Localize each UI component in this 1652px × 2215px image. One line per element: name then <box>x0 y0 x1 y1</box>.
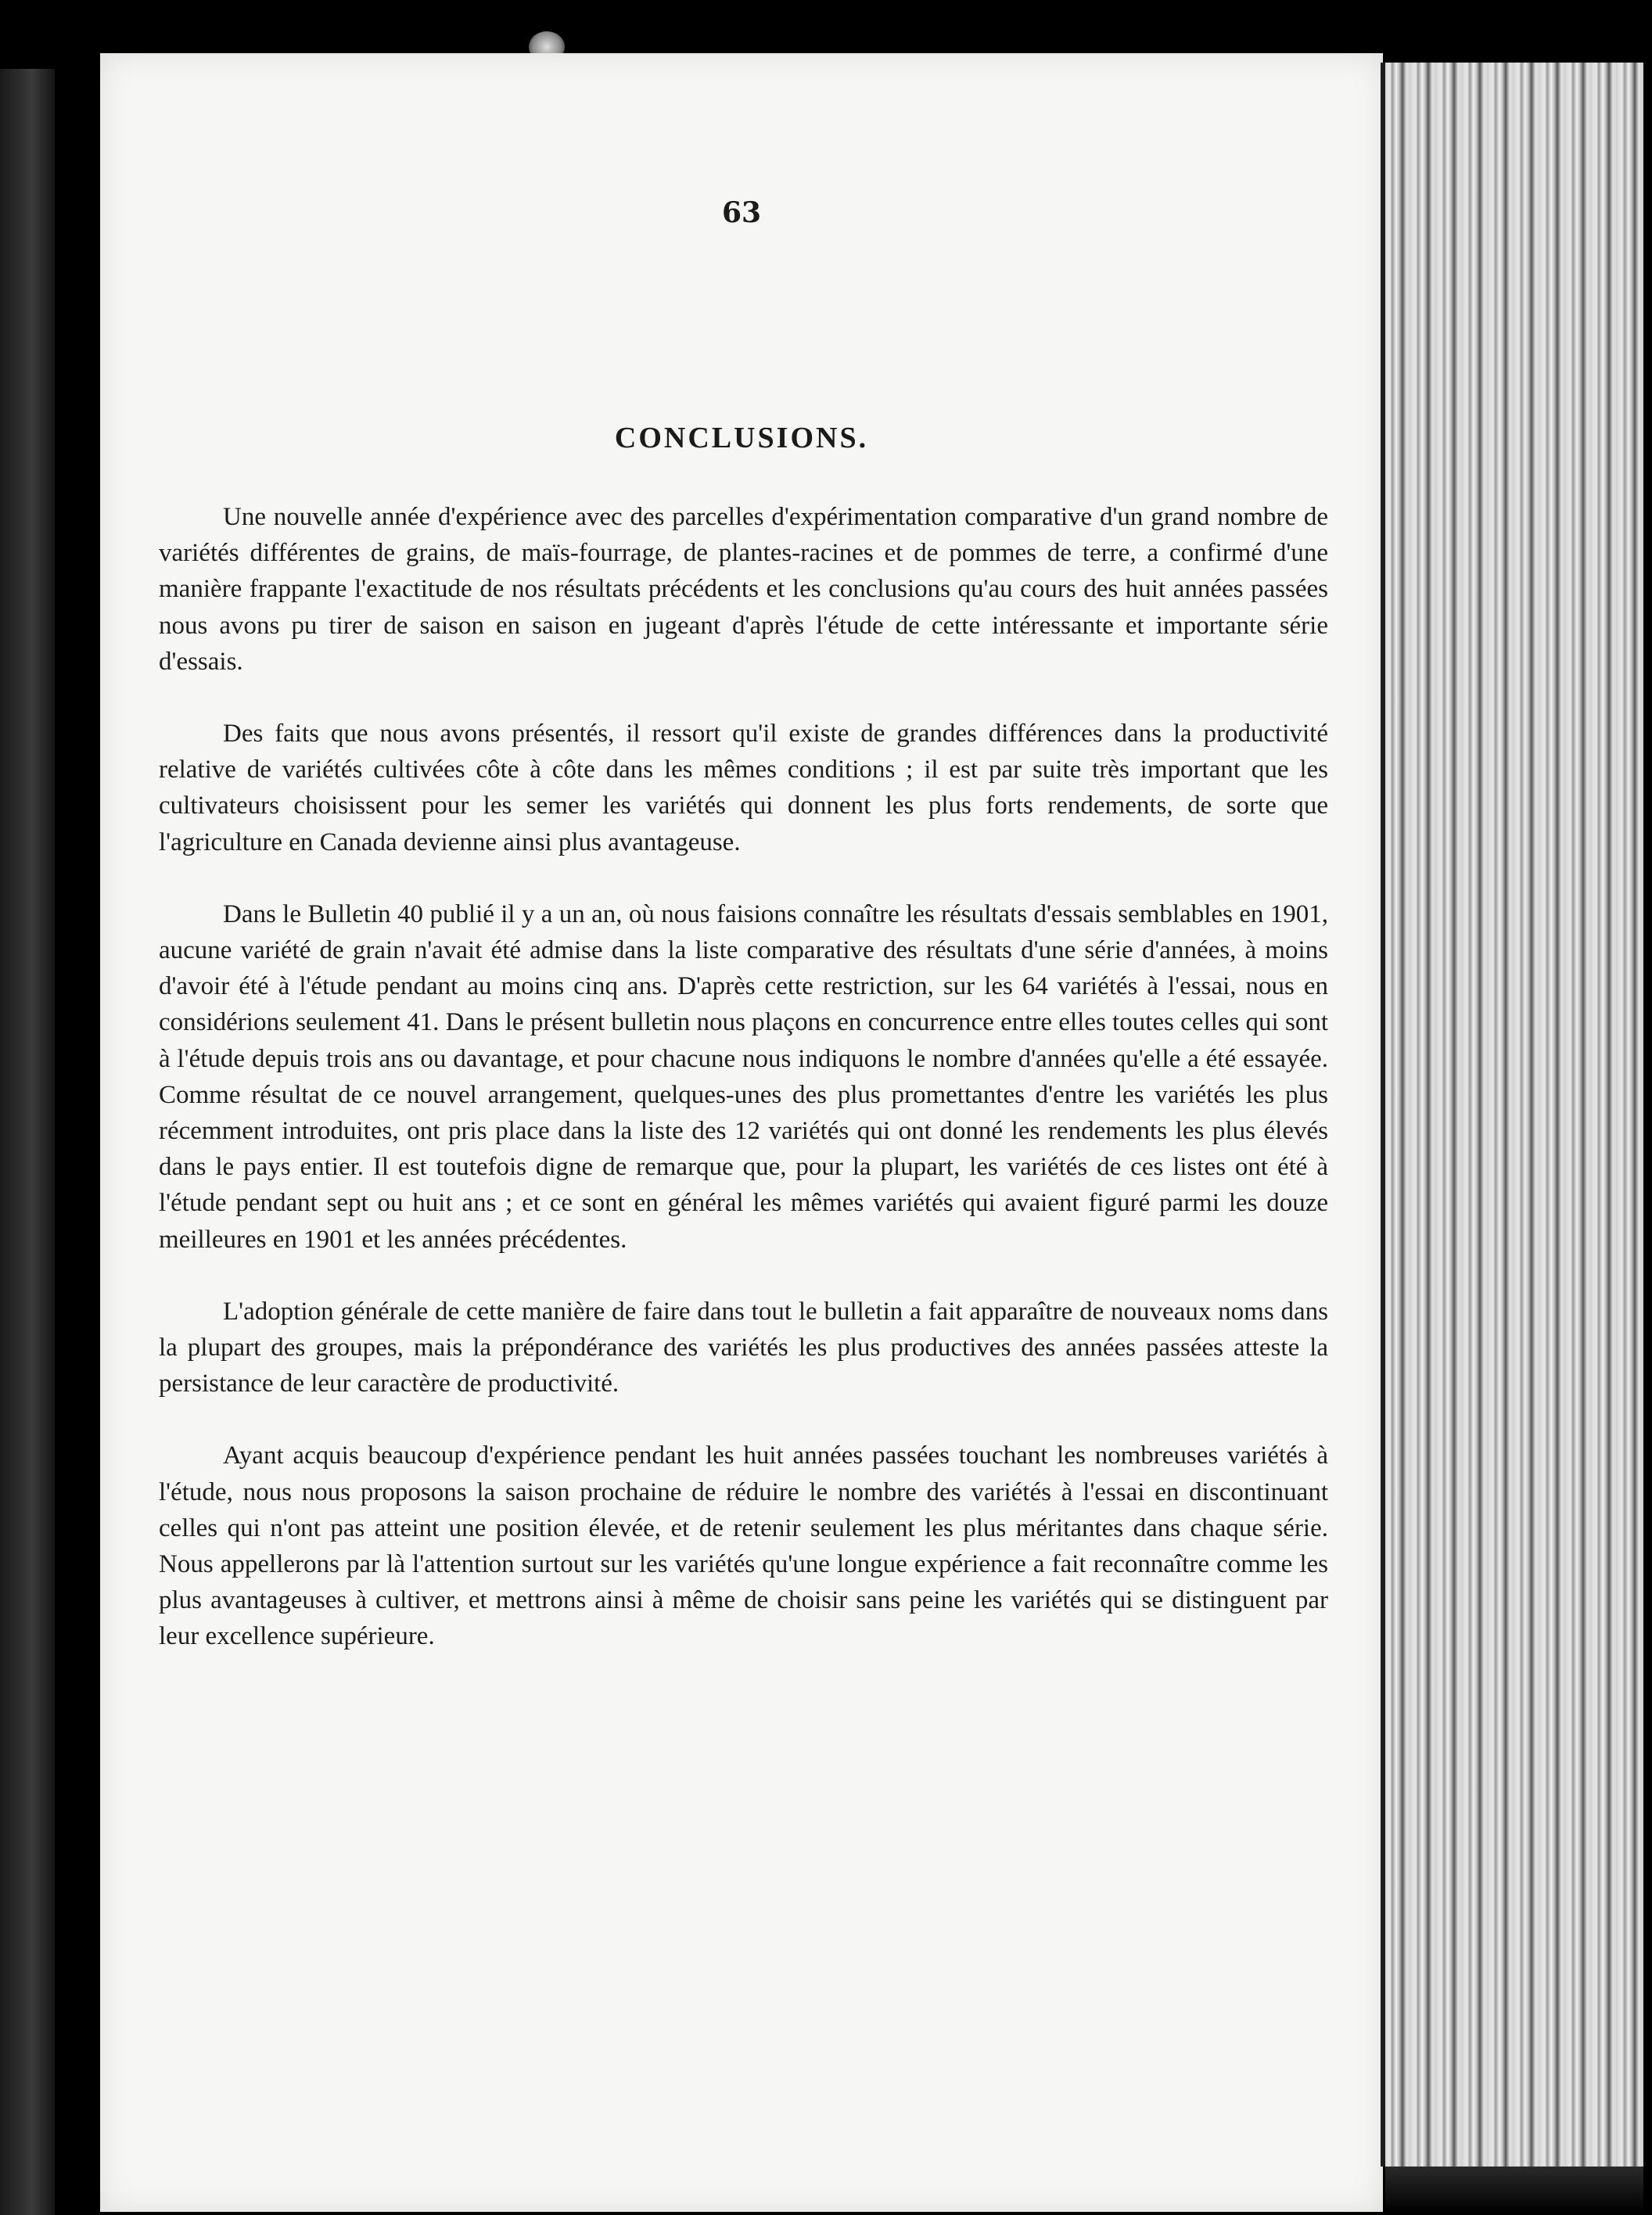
paragraph-4: L'adoption générale de cette manière de faire dans tout le bulletin a fait apparaître de nouveaux noms dans la plupart des groupes, mais la prépondérance des variétés les plus productives des années passées atteste la persistance de leur caractère de productivité. <box>159 1297 1328 1398</box>
facing-page-edge <box>0 69 55 2215</box>
paragraph-5: Ayant acquis beaucoup d'expérience pendant les huit années passées touchant les nombreuses variétés à l'étude, nous nous proposons la saison prochaine de réduire le nombre des variétés à l'essai en discontinuant celles qui n'ont pas atteint une position élevée, et de retenir seulement les plus méritantes dans chaque série. Nous appellerons par là l'attention surtout sur les variétés qu'une longue expérience a fait reconnaître comme les plus avantageuses à cultiver, et mettrons ainsi à même de choisir sans peine les variétés qui se distinguent par leur excellence supérieure. <box>159 1441 1328 1651</box>
page-number: 63 <box>721 196 762 229</box>
body-text <box>159 499 1328 1691</box>
paragraph-2: Des faits que nous avons présentés, il ressort qu'il existe de grandes différences dans la productivité relative de variétés cultivées côte à côte dans les mêmes conditions ; il est par suite très important que les cultivateurs choisissent pour les semer les variétés qui donnent les plus forts rendements, de sorte que l'agriculture en Canada devienne ainsi plus avantageuse. <box>159 720 1328 856</box>
paragraph-1: Une nouvelle année d'expérience avec des parcelles d'expérimentation comparative d'un grand nombre de variétés différentes de grains, de maïs-fourrage, de plantes-racines et de pommes de terre, a confirmé d'une manière frappante l'exactitude de nos résultats précédents et les conclusions qu'au cours des huit années passées nous avons pu tirer de saison en saison en jugeant d'après l'étude de cette intéressante et importante série d'essais. <box>159 503 1328 676</box>
book-page-edges <box>1381 63 1643 2167</box>
section-heading: CONCLUSIONS. <box>614 422 869 454</box>
book-page <box>100 53 1383 2212</box>
paragraph-3: Dans le Bulletin 40 publié il y a un an, où nous faisions connaître les résultats d'essais semblables en 1901, aucune variété de grain n'avait été admise dans la liste comparative des résultats d'une série d'années, à moins d'avoir été à l'étude pendant au moins cinq ans. D'après cette restriction, sur les 64 variétés à l'essai, nous en considérions seulement 41. Dans le présent bulletin nous plaçons en concurrence entre elles toutes celles qui sont à l'étude depuis trois ans ou davantage, et pour chacune nous indiquons le nombre d'années qu'elle a été essayée. Comme résultat de ce nouvel arrangement, quelques-unes des plus promettantes d'entre les variétés les plus récemment introduites, ont pris place dans la liste des 12 variétés qui ont donné les rendements les plus élevés dans le pays entier. Il est toutefois digne de remarque que, pour la plupart, les variétés de ces listes ont été à l'étude pendant sept ou huit ans ; et ce sont en général les mêmes variétés qui avaient figuré parmi les douze meilleures en 1901 et les années précédentes. <box>159 899 1328 1254</box>
